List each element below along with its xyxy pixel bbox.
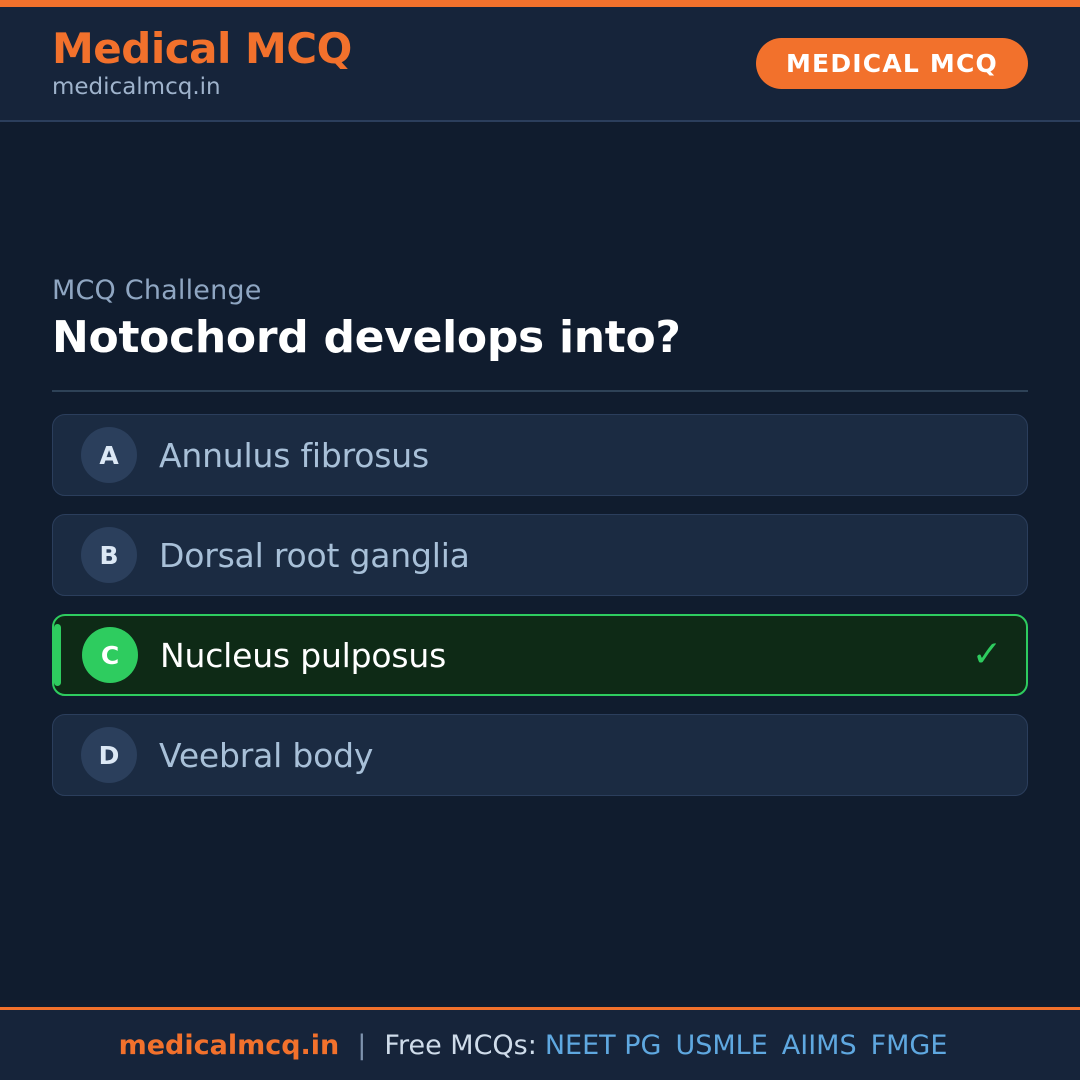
main-content: [0, 122, 1080, 1007]
option-row-a[interactable]: [52, 414, 1028, 496]
question-text: Notochord develops into?: [52, 311, 681, 363]
footer-exam-fmge: FMGE: [870, 1029, 948, 1061]
footer-exam-neetpg: NEET PG: [544, 1029, 662, 1061]
footer-exam-list: [545, 1030, 962, 1061]
option-text-d: Veebral body: [159, 735, 374, 775]
option-text-b: Dorsal root ganglia: [159, 535, 470, 575]
section-eyebrow: MCQ Challenge: [52, 274, 262, 306]
option-text-a: Annulus fibrosus: [159, 435, 429, 475]
footer: [0, 1007, 1080, 1080]
option-text-c: Nucleus pulposus: [160, 635, 447, 675]
option-letter-a: A: [81, 427, 137, 483]
option-row-d[interactable]: [52, 714, 1028, 796]
options-list: [52, 414, 1028, 796]
option-row-c[interactable]: [52, 614, 1028, 696]
footer-label: Free MCQs:: [384, 1029, 537, 1061]
option-row-b[interactable]: [52, 514, 1028, 596]
option-letter-c: C: [82, 627, 138, 683]
brand-block: [52, 23, 352, 100]
brand-badge: MEDICAL MCQ: [756, 38, 1028, 89]
footer-site[interactable]: medicalmcq.in: [118, 1029, 340, 1061]
brand-subtitle: medicalmcq.in: [52, 73, 221, 100]
brand-title: Medical MCQ: [52, 23, 352, 73]
footer-separator: |: [357, 1029, 367, 1061]
divider: [52, 390, 1028, 392]
header: [0, 7, 1080, 122]
footer-exam-usmle: USMLE: [675, 1029, 768, 1061]
top-accent-bar: [0, 0, 1080, 7]
option-letter-b: B: [81, 527, 137, 583]
footer-exam-aiims: AIIMS: [781, 1029, 857, 1061]
option-letter-d: D: [81, 727, 137, 783]
check-icon: ✓: [971, 634, 1002, 676]
